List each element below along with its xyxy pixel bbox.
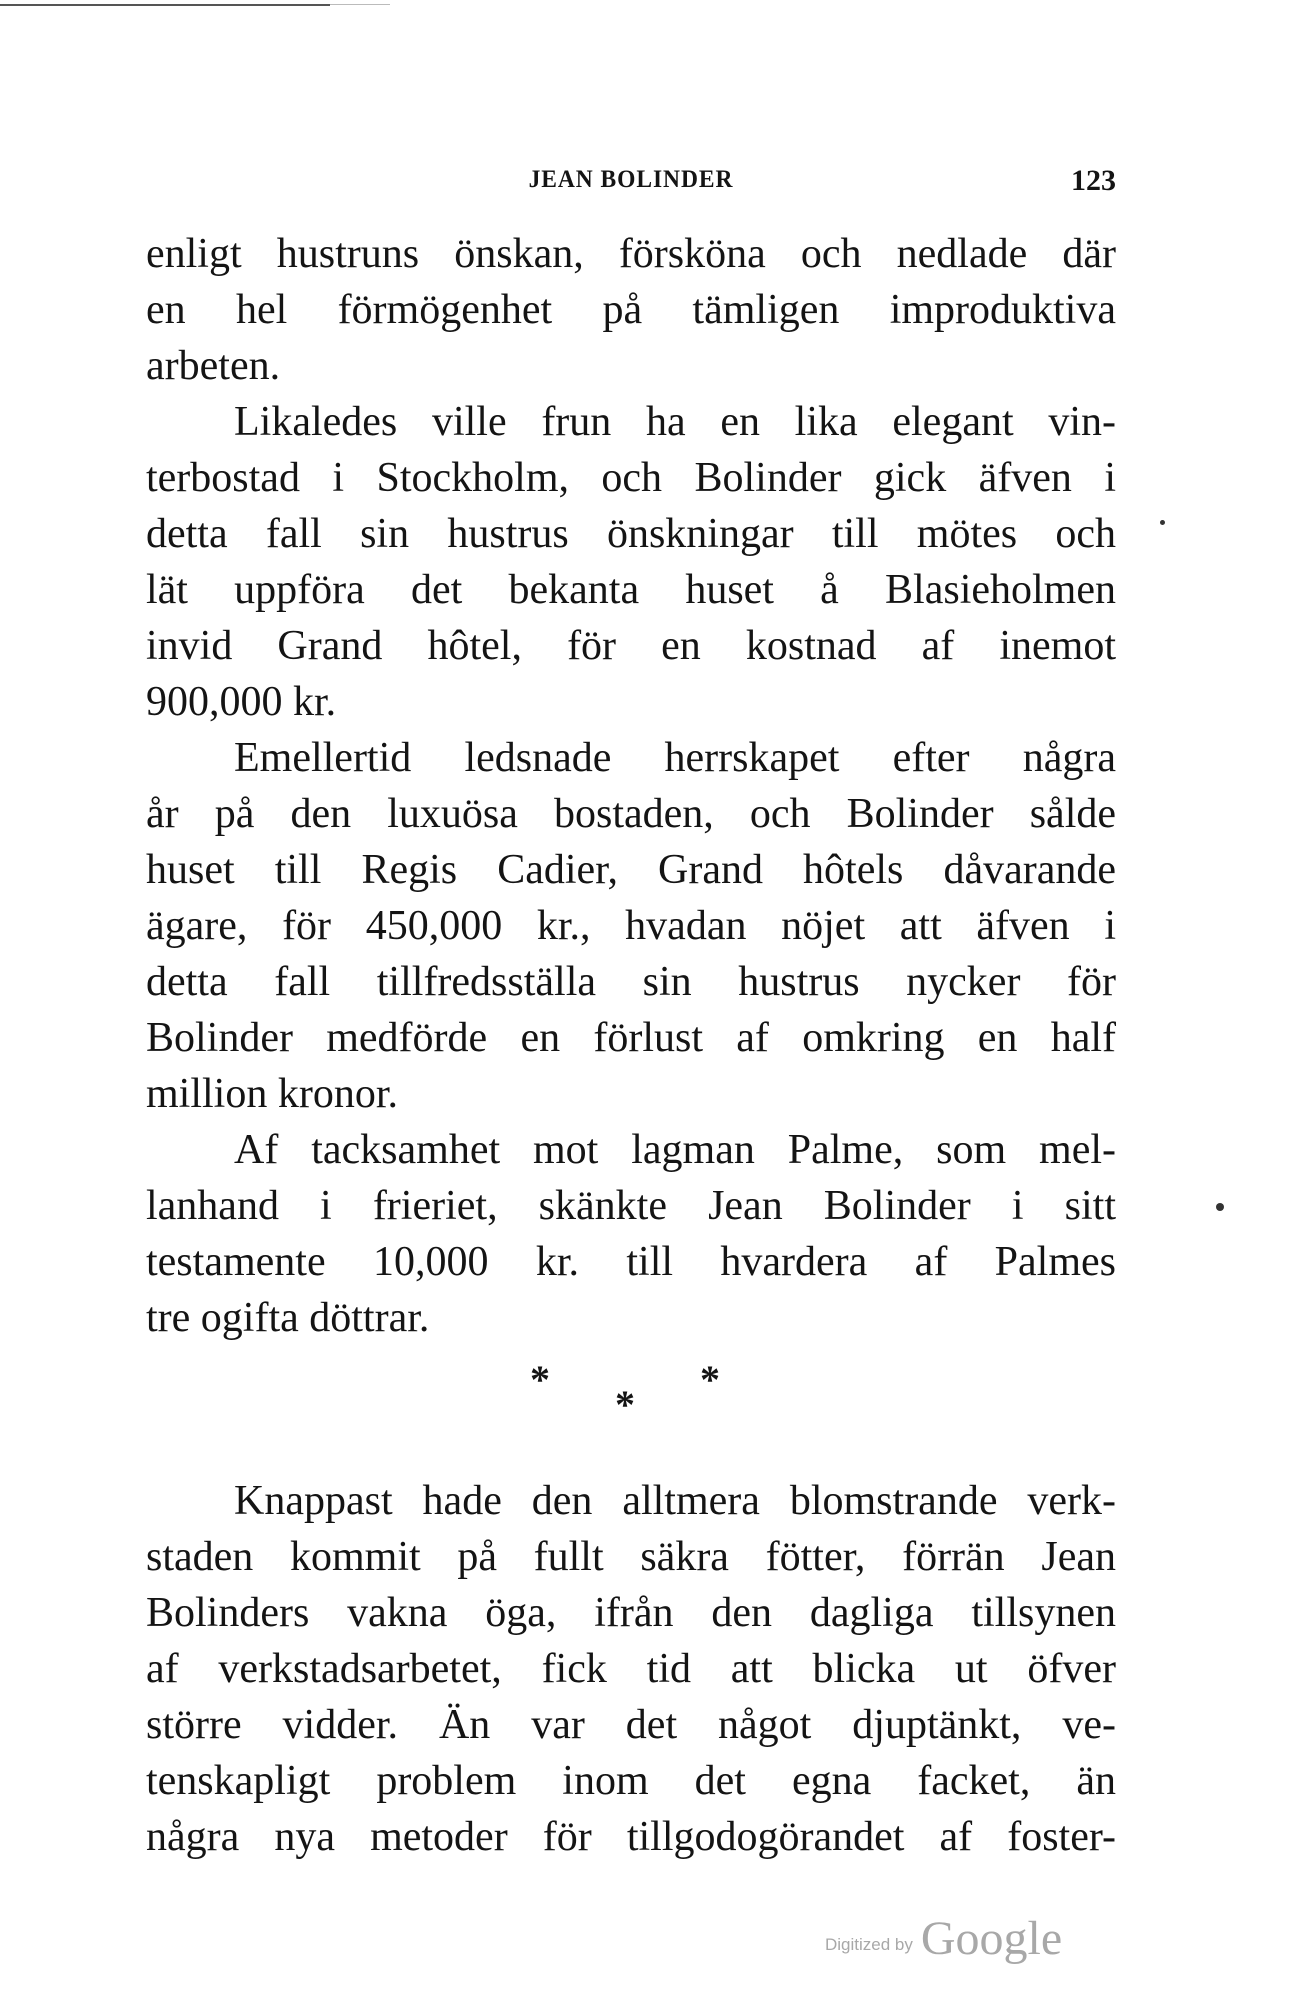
asterism-star: *: [530, 1357, 550, 1402]
watermark-brand: Google: [920, 1912, 1063, 1965]
page-number: 123: [1071, 164, 1116, 197]
text-line: tenskapligt problem inom det egna facket, än: [146, 1758, 1116, 1804]
text-block-1: [146, 226, 1116, 1346]
text-line: Knappast hade den alltmera blomstrande verk-: [234, 1478, 1116, 1524]
text-line: Bolinder medförde en förlust af omkring en half: [146, 1015, 1116, 1061]
asterism-star: *: [615, 1382, 635, 1427]
print-speck: [1160, 520, 1165, 525]
text-block-2: [146, 1473, 1116, 1865]
text-line: detta fall tillfredsställa sin hustrus nycker för: [146, 959, 1116, 1005]
text-line: ägare, för 450,000 kr., hvadan nöjet att äfven i: [146, 903, 1116, 949]
text-line: detta fall sin hustrus önskningar till mötes och: [146, 511, 1116, 557]
running-title: JEAN BOLINDER: [528, 166, 734, 193]
text-line: några nya metoder för tillgodogörandet af foster-: [146, 1814, 1116, 1860]
text-line: Emellertid ledsnade herrskapet efter några: [234, 735, 1116, 781]
text-line: år på den luxuösa bostaden, och Bolinder sålde: [146, 791, 1116, 837]
text-line: lanhand i frieriet, skänkte Jean Bolinder i sitt: [146, 1183, 1116, 1229]
running-head: [146, 166, 1116, 202]
top-edge-rule-faint: [330, 4, 390, 5]
text-line: enligt hustruns önskan, försköna och nedlade där: [146, 231, 1116, 277]
asterism-star: *: [700, 1357, 720, 1402]
text-line: 900,000 kr.: [146, 679, 337, 725]
text-line: en hel förmögenhet på tämligen improduktiva: [146, 287, 1116, 333]
text-line: Likaledes ville frun ha en lika elegant vin-: [234, 399, 1116, 445]
text-line: huset till Regis Cadier, Grand hôtels dåvarande: [146, 847, 1116, 893]
text-line: invid Grand hôtel, för en kostnad af inemot: [146, 623, 1116, 669]
text-line: million kronor.: [146, 1071, 398, 1117]
text-line: staden kommit på fullt säkra fötter, förrän Jean: [146, 1534, 1116, 1580]
text-line: af verkstadsarbetet, fick tid att blicka ut öfver: [146, 1646, 1116, 1692]
text-line: större vidder. Än var det något djuptänkt, ve-: [146, 1702, 1116, 1748]
text-line: testamente 10,000 kr. till hvardera af Palmes: [146, 1239, 1116, 1285]
text-line: Bolinders vakna öga, ifrån den dagliga tillsynen: [146, 1590, 1116, 1636]
text-line: arbeten.: [146, 343, 281, 389]
print-speck: [1216, 1203, 1224, 1211]
text-line: tre ogifta döttrar.: [146, 1295, 430, 1341]
text-line: lät uppföra det bekanta huset å Blasieholmen: [146, 567, 1116, 613]
text-line: Af tacksamhet mot lagman Palme, som mel-: [234, 1127, 1116, 1173]
watermark-prefix: Digitized by: [825, 1935, 913, 1954]
text-line: terbostad i Stockholm, och Bolinder gick äfven i: [146, 455, 1116, 501]
top-edge-rule: [0, 4, 330, 6]
digitized-by-google-watermark: [825, 1911, 1062, 1966]
